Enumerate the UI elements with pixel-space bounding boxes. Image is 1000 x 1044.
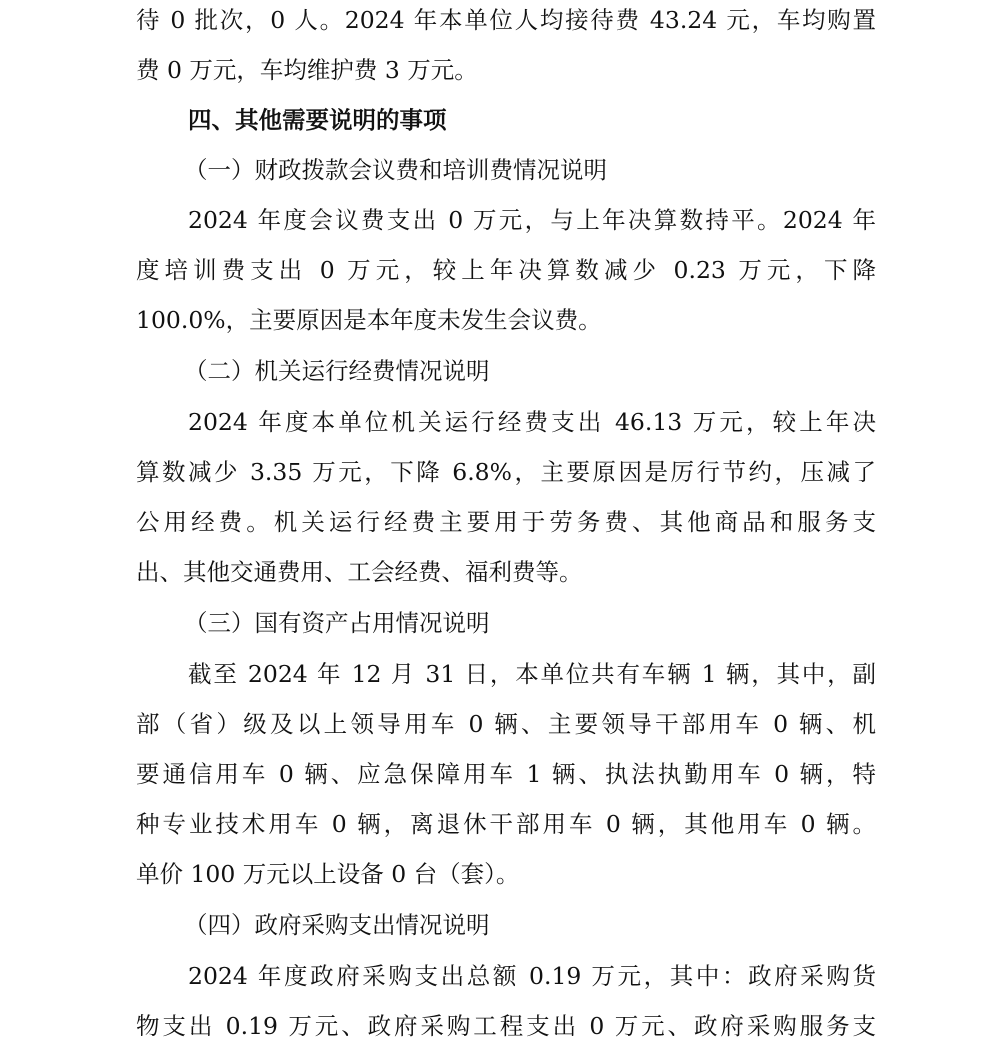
- paragraph-line: 公用经费。机关运行经费主要用于劳务费、其他商品和服务支: [136, 508, 876, 536]
- paragraph-line: 待 0 批次，0 人。2024 年本单位人均接待费 43.24 元，车均购置: [136, 6, 876, 34]
- paragraph-line: 算数减少 3.35 万元，下降 6.8%，主要原因是厉行节约，压减了: [136, 458, 876, 486]
- paragraph-line: 种专业技术用车 0 辆，离退休干部用车 0 辆，其他用车 0 辆。: [136, 810, 876, 838]
- section-heading: 四、其他需要说明的事项: [188, 106, 447, 134]
- subsection-heading: （二）机关运行经费情况说明: [184, 357, 490, 385]
- paragraph-line: 部（省）级及以上领导用车 0 辆、主要领导干部用车 0 辆、机: [136, 710, 876, 738]
- paragraph-line: 截至 2024 年 12 月 31 日，本单位共有车辆 1 辆，其中，副: [188, 660, 876, 688]
- paragraph-line: 要通信用车 0 辆、应急保障用车 1 辆、执法执勤用车 0 辆，特: [136, 760, 876, 788]
- paragraph-line: 出、其他交通费用、工会经费、福利费等。: [136, 558, 583, 586]
- paragraph-line: 费 0 万元，车均维护费 3 万元。: [136, 56, 478, 84]
- paragraph-line: 100.0%，主要原因是本年度未发生会议费。: [136, 306, 602, 334]
- paragraph-line: 2024 年度本单位机关运行经费支出 46.13 万元，较上年决: [188, 408, 876, 436]
- paragraph-line: 2024 年度政府采购支出总额 0.19 万元，其中：政府采购货: [188, 962, 876, 990]
- paragraph-line: 单价 100 万元以上设备 0 台（套）。: [136, 860, 520, 888]
- paragraph-line: 2024 年度会议费支出 0 万元，与上年决算数持平。2024 年: [188, 206, 876, 234]
- subsection-heading: （一）财政拨款会议费和培训费情况说明: [184, 156, 607, 184]
- paragraph-line: 度培训费支出 0 万元，较上年决算数减少 0.23 万元，下降: [136, 256, 876, 284]
- subsection-heading: （四）政府采购支出情况说明: [184, 911, 490, 939]
- paragraph-line: 物支出 0.19 万元、政府采购工程支出 0 万元、政府采购服务支: [136, 1012, 876, 1040]
- subsection-heading: （三）国有资产占用情况说明: [184, 609, 490, 637]
